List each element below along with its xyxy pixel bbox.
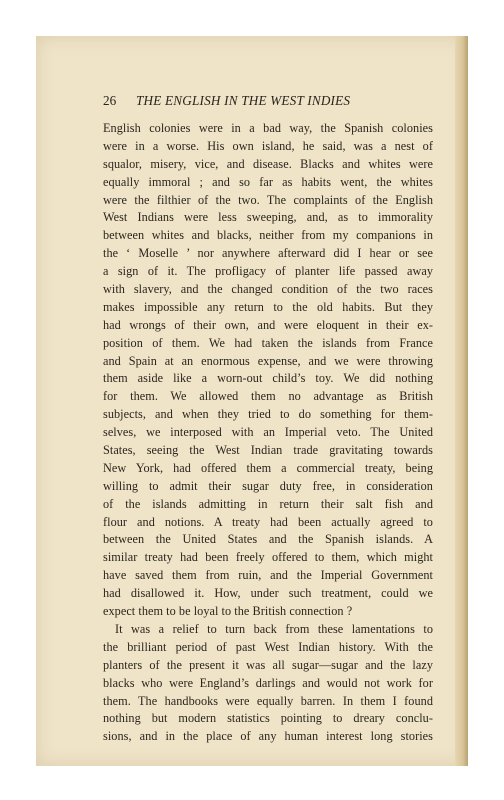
text-line: makes impossible any return to the old habits. But they	[103, 299, 433, 314]
text-line: and Spain at an enormous expense, and we were throwing	[103, 353, 433, 368]
text-line: West Indians were less sweeping, and, as to immorality	[103, 210, 433, 225]
text-line: flour and notions. A treaty had been actually agreed to	[103, 514, 433, 529]
text-line: subjects, and when they tried to do something for them-	[103, 407, 433, 422]
text-line: blacks who were England’s darlings and would not work for	[103, 675, 433, 690]
page-edge	[455, 36, 468, 766]
body-text	[103, 120, 433, 746]
text-line: them aside like a worn-out child’s toy. We did nothing	[103, 371, 433, 386]
text-line: New York, had offered them a commercial treaty, being	[103, 460, 433, 475]
text-line: between whites and blacks, neither from my companions in	[103, 228, 433, 243]
paragraph-first-line: It was a relief to turn back from these lamentations to	[115, 621, 433, 636]
text-line: were in a worse. His own island, he said, was a nest of	[103, 138, 433, 153]
text-line: a sign of it. The profligacy of planter life passed away	[103, 264, 433, 279]
text-line: between the United States and the Spanish islands. A	[103, 532, 433, 547]
text-line: with slavery, and the changed condition of the two races	[103, 282, 433, 297]
running-head	[103, 93, 433, 109]
text-line: were the filthier of the two. The complaints of the English	[103, 192, 433, 207]
text-line: nothing but modern statistics pointing to dreary conclu-	[103, 711, 433, 726]
text-line: for them. We allowed them no advantage as British	[103, 389, 433, 404]
text-line: have saved them from ruin, and the Imperial Government	[103, 568, 433, 583]
text-line: squalor, misery, vice, and disease. Blacks and whites were	[103, 156, 433, 171]
text-line: English colonies were in a bad way, the Spanish colonies	[103, 121, 433, 135]
text-line: planters of the present it was all sugar—sugar and the lazy	[103, 657, 433, 672]
text-line: selves, we interposed with an Imperial veto. The United	[103, 425, 433, 440]
text-line: equally immoral ; and so far as habits went, the whites	[103, 174, 433, 189]
text-line: similar treaty had been freely offered to them, which might	[103, 550, 433, 565]
running-title: THE ENGLISH IN THE WEST INDIES	[136, 93, 351, 108]
text-line: willing to admit their sugar duty free, in consideration	[103, 478, 433, 493]
text-line: had wrongs of their own, and were eloquent in their ex-	[103, 317, 433, 332]
text-line: sions, and in the place of any human interest long stories	[103, 729, 433, 744]
text-line: States, seeing the West Indian trade gravitating towards	[103, 443, 433, 458]
text-line: of the islands admitting in return their salt fish and	[103, 496, 433, 511]
text-line: them. The handbooks were equally barren. In them I found	[103, 693, 433, 708]
text-line: the brilliant period of past West Indian history. With the	[103, 639, 433, 654]
text-line: expect them to be loyal to the British connection ?	[103, 604, 353, 619]
text-line: had disallowed it. How, under such treatment, could we	[103, 586, 433, 601]
page-number: 26	[103, 93, 117, 108]
text-line: the ‘ Moselle ’ nor anywhere afterward did I hear or see	[103, 246, 433, 261]
text-line: position of them. We had taken the islands from France	[103, 335, 433, 350]
